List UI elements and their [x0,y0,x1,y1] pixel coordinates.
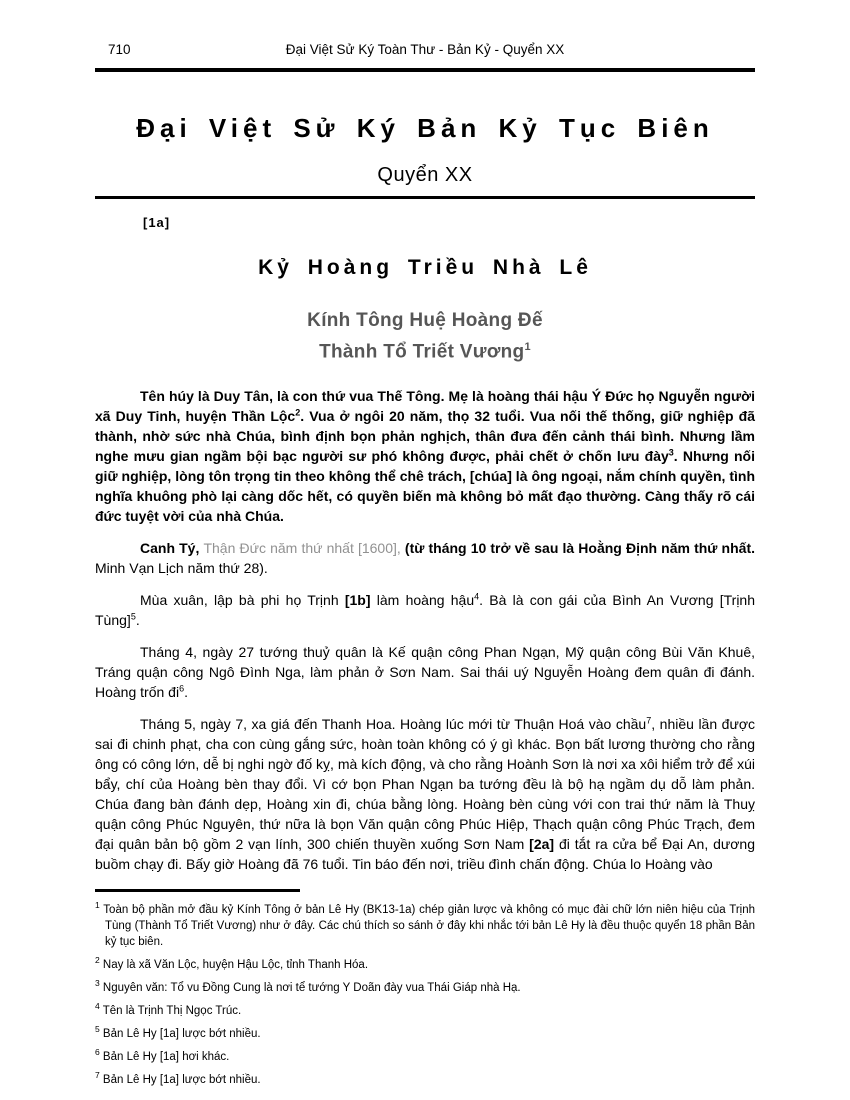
folio-marker: [1a] [143,215,171,230]
footnote-number: 2 [95,955,100,966]
footnote [95,980,755,996]
text-segment: Mùa xuân, lập bà phi họ Trịnh [140,592,345,609]
page-header [95,42,755,60]
text-segment: (từ tháng 10 trở về sau là Hoằng Định năm thứ nhất. [404,540,755,557]
book-title: Đại Việt Sử Ký Bản Kỷ Tục Biên [136,113,714,143]
text-segment: Tên húy là Duy Tân, là con thứ vua Thế Tông. Mẹ là hoàng thái hậu Ý Đức họ Nguyễn người xã Duy Tinh, huyện Thần Lộc [95,388,755,425]
emperor-title-line1: Kính Tông Huệ Hoàng Đế [307,310,543,331]
footnote-ref: 7 [646,715,652,726]
footnote-text: Nguyên văn: Tổ vu Đồng Cung là nơi tể tướng Y Doãn đày vua Thái Giáp nhà Hạ. [99,982,521,995]
body-paragraph [95,714,755,874]
footnote-number: 6 [95,1047,100,1058]
emperor-title-line2: Thành Tổ Triết Vương [319,341,525,363]
running-title: Đại Việt Sử Ký Toàn Thư - Bản Kỷ - Quyển XX [285,42,565,57]
text-segment: . Vua ở ngôi 20 năm, thọ 32 tuổi. Vua nối thế thống, giữ nghiệp đã thành, nhờ sức nhà Chúa, bình định bọn phản nghịch, thân đưa đến cảnh thái bình. Nhưng lầm nghe mưu gian ngầm bội bạc người sư phó không được, phải chết ở chốn lưu đày [95,408,755,465]
footnote-ref: 3 [668,447,674,458]
text-segment: Tháng 5, ngày 7, xa giá đến Thanh Hoa. Hoàng lúc mới từ Thuận Hoá vào chầu [140,716,647,733]
footnote-ref: 1 [524,341,531,353]
title-rule [95,196,755,199]
footnote-number: 5 [95,1024,100,1035]
body-paragraph [95,642,755,702]
text-segment: . [135,612,140,629]
text-segment: [1b] [344,592,377,609]
text-segment: Minh Vạn Lịch năm thứ 28). [95,560,268,577]
text-segment: , nhiều lần được sai đi chinh phạt, cha con cùng gắng sức, hoàn toàn không có ý gì khác. Bọn bất lương thường cho rằng ông có công lớn, dễ bị nghi ngờ đố kỵ, mà kích động, và cho rằng Hoành Sơn là nơi xa xôi hiểm trở để xúi bẩy, chí của Hoàng bèn thay đổi. Vì cớ bọn Phan Ngạn ba tướng đều là bộ hạ ngầm dụ dỗ làm phản. Chúa đang bàn đánh dẹp, Hoàng xin đi, chúa bằng lòng. Hoàng bèn cùng với con trai thứ năm là Thuỵ quận công Phúc Nguyên, thứ nữa là bọn Văn quận công Phúc Hiệp, Thạch quận công Phúc Trạch, đem đại quân bản bộ gồm 2 vạn lính, 300 chiến thuyền xuống Sơn Nam [95,716,756,853]
footnote [95,1026,755,1042]
footnote-ref: 5 [130,611,136,622]
emperor-title [95,308,755,365]
header-rule [95,68,755,72]
footnote-text: Toàn bộ phần mở đầu kỷ Kính Tông ở bản Lê Hy (BK13-1a) chép giản lược và không có mục đài chữ lớn niên hiệu của Trịnh Tùng (Thành Tổ Triết Vương) như ở đây. Các chú thích so sánh ở đây khi nhắc tới bản Lê Hy là đều thuộc quyển 18 phần Bản kỷ tục biên. [99,904,755,949]
text-segment: . Nhưng nối giữ nghiệp, lòng tôn trọng tin theo không thể chê trách, [chúa] là ông ngoại, nắm chính quyền, tình nghĩa khuông phò lại càng dốc hết, có quyền biến mà không bỏ mất đạo thường. Càng thấy rõ cái đức tuyệt vời của nhà Chúa. [95,448,755,525]
footnotes [95,902,755,1088]
footnote [95,902,755,950]
footnote-number: 7 [95,1070,100,1081]
text-segment: [2a] [529,836,555,853]
body-text [95,386,755,874]
volume-title: Quyển XX [377,164,473,186]
footnote-text: Bản Lê Hy [1a] hơi khác. [99,1051,230,1064]
text-segment: Thận Đức năm thứ nhất [1600], [203,540,405,557]
footnote-text: Bản Lê Hy [1a] lược bớt nhiều. [99,1074,261,1087]
text-segment: . [184,684,188,701]
footnote [95,1072,755,1088]
footnote-text: Nay là xã Văn Lộc, huyện Hậu Lộc, tỉnh Thanh Hóa. [99,959,369,972]
chapter-title: Kỷ Hoàng Triều Nhà Lê [258,256,592,279]
footnote [95,957,755,973]
footnote-number: 1 [95,900,100,911]
text-segment: đi tắt ra cửa bể Đại An, dương buồm chạy đi. Bấy giờ Hoàng đã 76 tuổi. Tin báo đến nơi, triều đình chấn động. Chúa lo Hoàng vào [95,836,756,873]
footnote-ref: 6 [179,683,185,694]
footnote-ref: 4 [474,591,480,602]
footnote-ref: 2 [295,407,301,418]
footnote-text: Bản Lê Hy [1a] lược bớt nhiều. [99,1028,261,1041]
text-segment: làm hoàng hậu [376,592,475,609]
page-number: 710 [108,42,131,57]
footnote-separator [95,889,300,892]
body-paragraph [95,590,755,630]
body-paragraph [95,386,755,526]
text-segment: Tháng 4, ngày 27 tướng thuỷ quân là Kế quận công Phan Ngạn, Mỹ quận công Bùi Văn Khuê, Tráng quận công Ngô Đình Nga, làm phản ở Sơn Nam. Sai thái uý Nguyễn Hoàng đem quân đi đánh. Hoàng trốn đi [95,644,755,701]
footnote [95,1049,755,1065]
body-paragraph [95,538,755,578]
footnote [95,1003,755,1019]
text-segment: . Bà là con gái của Bình An Vương [Trịnh Tùng] [95,592,756,629]
footnote-text: Tên là Trịnh Thị Ngọc Trúc. [99,1005,242,1018]
footnote-number: 3 [95,978,100,989]
text-segment: Canh Tý, [140,540,204,557]
footnote-number: 4 [95,1001,100,1012]
